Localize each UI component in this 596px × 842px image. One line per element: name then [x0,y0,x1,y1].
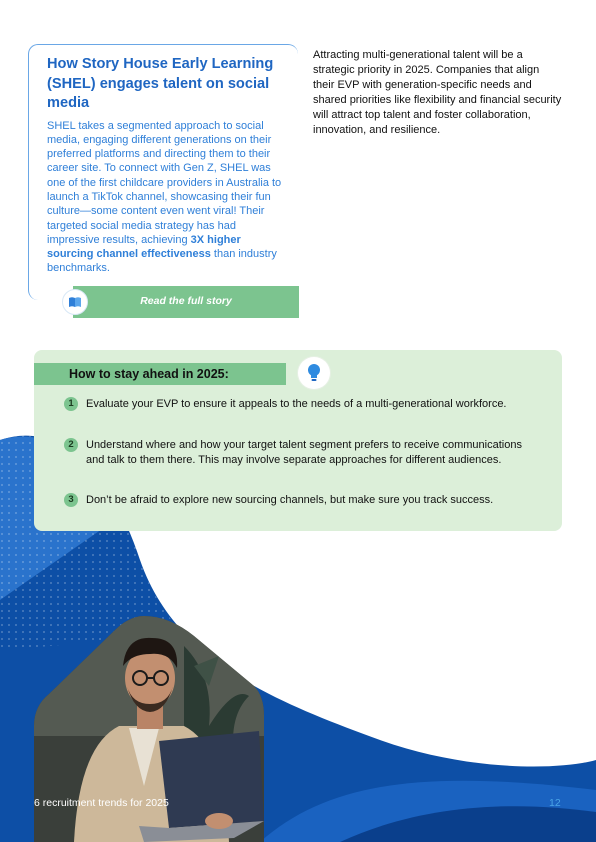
tip-text: Understand where and how your target talent segment prefers to receive communications and talk to them there. This may involve separate approaches for different audiences. [86,439,522,466]
tip-number: 2 [64,438,78,452]
tips-panel [34,350,562,531]
tip-text: Evaluate your EVP to ensure it appeals to the needs of a multi-generational workforce. [86,398,507,410]
tip-item [64,397,534,412]
case-study-title: How Story House Early Learning (SHEL) engages talent on social media [47,56,274,111]
page-number: 12 [549,797,561,809]
tip-number: 3 [64,493,78,507]
case-study-body: SHEL takes a segmented approach to social media, engaging different generations on their preferred platforms and directing them to their career site. To connect with Gen Z, SHEL was one of the first childcare providers in Australia to launch a TikTok channel, showcasing their fun culture—some content even went viral! Their targeted social media strategy has had impressive results, achieving 3X higher sourcing channel effectiveness than industry benchmarks. [47,119,282,275]
footer-document-title: 6 recruitment trends for 2025 [34,797,169,809]
intro-paragraph: Attracting multi-generational talent will be a strategic priority in 2025. Companies that align their EVP with generation-specific needs and shared priorities like flexibility and financial security will attract top talent and foster collaboration, innovation, and resilience. [313,49,562,136]
tips-header-bar [34,363,286,385]
book-icon [62,289,88,315]
tip-item [64,493,534,508]
case-study-card [28,44,298,300]
tips-title: How to stay ahead in 2025: [69,367,229,381]
read-full-story-button[interactable] [73,286,299,318]
tip-number: 1 [64,397,78,411]
case-study-highlight: 3X higher sourcing channel effectiveness [47,233,241,261]
read-full-story-label: Read the full story [140,295,232,307]
lightbulb-icon [298,357,330,389]
tip-item [64,438,534,467]
tip-text: Don’t be afraid to explore new sourcing channels, but make sure you track success. [86,494,494,506]
